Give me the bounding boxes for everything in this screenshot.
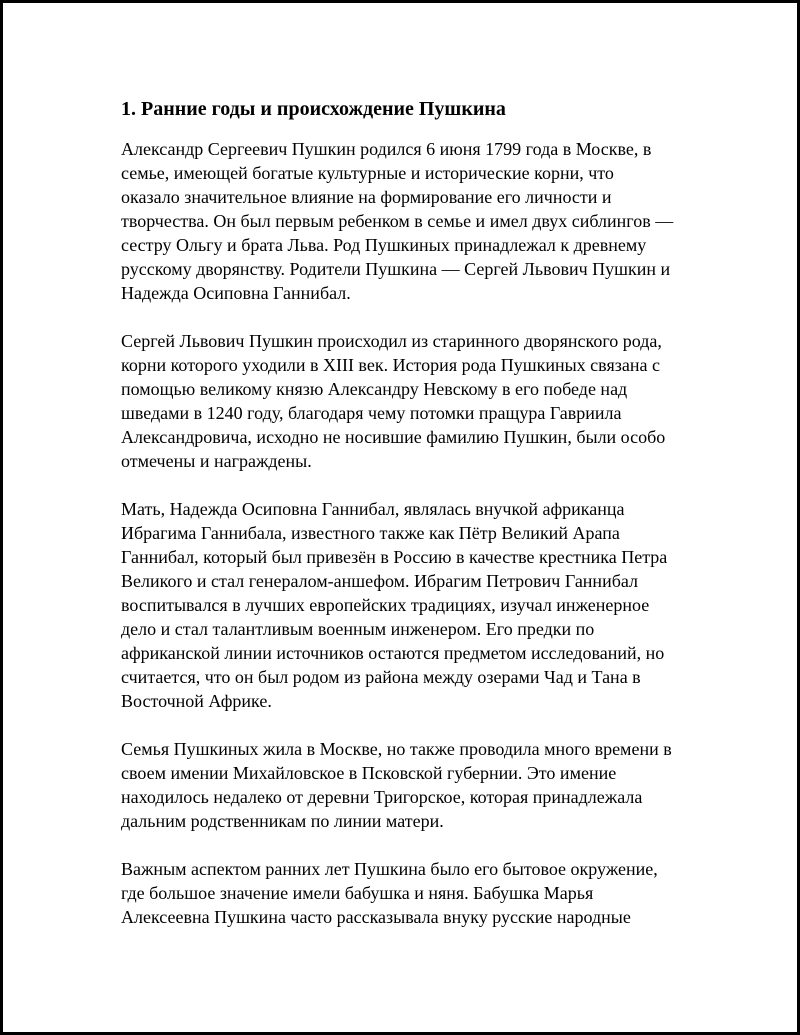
text-line: русскому дворянству. Родители Пушкина — Сергей Львович Пушкин и (121, 259, 671, 279)
paragraph-5 (121, 857, 701, 929)
text-line: Сергей Львович Пушкин происходил из старинного дворянского рода, (121, 331, 662, 351)
text-line: Надежда Осиповна Ганнибал. (121, 283, 351, 303)
text-line: Александр Сергеевич Пушкин родился 6 июня 1799 года в Москве, в (121, 139, 652, 159)
text-line: Ганнибал, который был привезён в Россию в качестве крестника Петра (121, 547, 668, 567)
paragraph-1 (121, 137, 701, 305)
paragraph-3 (121, 497, 701, 713)
text-line: семье, имеющей богатые культурные и исторические корни, что (121, 163, 614, 183)
section-heading: 1. Ранние годы и происхождение Пушкина (121, 98, 506, 120)
text-line: оказало значительное влияние на формирование его личности и (121, 187, 612, 207)
text-line: помощью великому князю Александру Невскому в его победе над (121, 379, 628, 399)
text-line: Александровича, исходно не носившие фамилию Пушкин, были особо (121, 427, 666, 447)
text-line: Семья Пушкиных жила в Москве, но также проводила много времени в (121, 739, 672, 759)
text-line: Алексеевна Пушкина часто рассказывала внуку русские народные (121, 907, 631, 927)
text-line: считается, что он был родом из района между озерами Чад и Тана в (121, 667, 641, 687)
text-line: Великого и стал генералом-аншефом. Ибрагим Петрович Ганнибал (121, 571, 638, 591)
paragraph-4 (121, 737, 701, 833)
paragraph-2 (121, 329, 701, 473)
text-line: Восточной Африке. (121, 691, 272, 711)
text-line: Ибрагима Ганнибала, известного также как Пётр Великий Арапа (121, 523, 620, 543)
text-line: африканской линии источников остаются предметом исследований, но (121, 643, 665, 663)
text-line: сестру Ольгу и брата Льва. Род Пушкиных принадлежал к древнему (121, 235, 647, 255)
document-body (121, 95, 701, 953)
text-line: где большое значение имели бабушка и няня. Бабушка Марья (121, 883, 594, 903)
text-line: дело и стал талантливым военным инженером. Его предки по (121, 619, 595, 639)
text-line: дальним родственникам по линии матери. (121, 811, 444, 831)
text-line: корни которого уходили в XIII век. История рода Пушкиных связана с (121, 355, 660, 375)
text-line: Важным аспектом ранних лет Пушкина было его бытовое окружение, (121, 859, 658, 879)
text-line: шведами в 1240 году, благодаря чему потомки пращура Гавриила (121, 403, 622, 423)
text-line: воспитывался в лучших европейских традициях, изучал инженерное (121, 595, 650, 615)
text-line: творчества. Он был первым ребенком в семье и имел двух сиблингов — (121, 211, 674, 231)
text-line: Мать, Надежда Осиповна Ганнибал, являлась внучкой африканца (121, 499, 625, 519)
text-line: отмечены и награждены. (121, 451, 312, 471)
text-line: находилось недалеко от деревни Тригорское, которая принадлежала (121, 787, 643, 807)
text-line: своем имении Михайловское в Псковской губернии. Это имение (121, 763, 617, 783)
